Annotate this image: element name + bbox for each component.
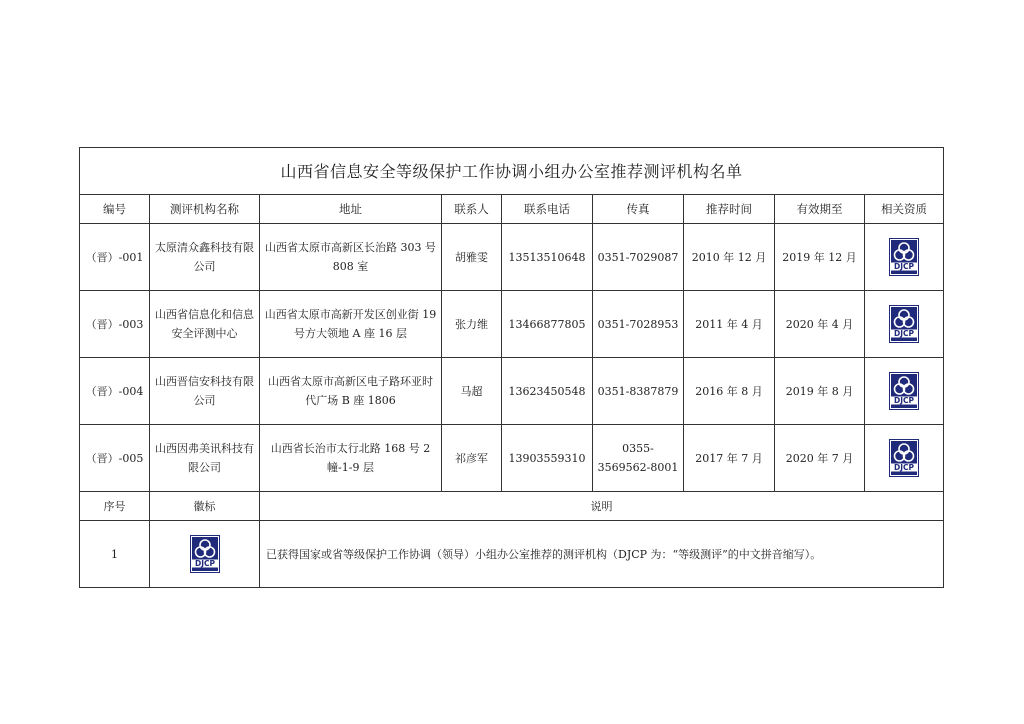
- cell-valid-until: 2019 年 12 月: [775, 224, 865, 291]
- cell-phone: 13903559310: [502, 425, 593, 492]
- cell-qualification: [865, 358, 944, 425]
- cell-address: 山西省太原市高新区长治路 303 号 808 室: [260, 224, 442, 291]
- header-phone: 联系电话: [502, 195, 593, 224]
- djcp-logo-icon: [889, 439, 919, 477]
- legend-header-num: 序号: [80, 492, 150, 521]
- header-fax: 传真: [593, 195, 684, 224]
- djcp-logo-icon: [190, 535, 220, 573]
- legend-header-text: 说明: [260, 492, 944, 521]
- cell-contact: 祁彦军: [442, 425, 502, 492]
- cell-id: （晋）-005: [80, 425, 150, 492]
- cell-fax: 0351-7028953: [593, 291, 684, 358]
- cell-address: 山西省太原市高新开发区创业街 19 号方大领地 A 座 16 层: [260, 291, 442, 358]
- svg-text:DJCP: DJCP: [894, 262, 915, 272]
- cell-valid-until: 2019 年 8 月: [775, 358, 865, 425]
- djcp-logo-icon: [889, 238, 919, 276]
- header-valid-until: 有效期至: [775, 195, 865, 224]
- cell-recommended: 2016 年 8 月: [684, 358, 775, 425]
- table-row: [80, 425, 944, 492]
- agency-table: [79, 147, 944, 588]
- cell-recommended: 2011 年 4 月: [684, 291, 775, 358]
- djcp-logo-icon: [889, 305, 919, 343]
- table-row: [80, 291, 944, 358]
- cell-phone: 13623450548: [502, 358, 593, 425]
- cell-fax: 0351-7029087: [593, 224, 684, 291]
- legend-header-icon: 徽标: [150, 492, 260, 521]
- cell-fax: 0355-3569562-8001: [593, 425, 684, 492]
- cell-contact: 胡雅雯: [442, 224, 502, 291]
- cell-id: （晋）-004: [80, 358, 150, 425]
- document-sheet: [79, 147, 943, 588]
- header-address: 地址: [260, 195, 442, 224]
- cell-id: （晋）-001: [80, 224, 150, 291]
- document-title: 山西省信息安全等级保护工作协调小组办公室推荐测评机构名单: [80, 148, 944, 195]
- cell-qualification: [865, 425, 944, 492]
- header-id: 编号: [80, 195, 150, 224]
- svg-text:DJCP: DJCP: [894, 396, 915, 406]
- header-recommended: 推荐时间: [684, 195, 775, 224]
- header-contact: 联系人: [442, 195, 502, 224]
- legend-text: 已获得国家或省等级保护工作协调（领导）小组办公室推荐的测评机构（DJCP 为：“等级测评”的中文拼音缩写）。: [260, 521, 944, 588]
- cell-fax: 0351-8387879: [593, 358, 684, 425]
- legend-num: 1: [80, 521, 150, 588]
- cell-contact: 张力维: [442, 291, 502, 358]
- cell-valid-until: 2020 年 7 月: [775, 425, 865, 492]
- cell-name: 太原清众鑫科技有限公司: [150, 224, 260, 291]
- cell-phone: 13513510648: [502, 224, 593, 291]
- djcp-logo-icon: [889, 372, 919, 410]
- cell-address: 山西省太原市高新区电子路环亚时代广场 B 座 1806: [260, 358, 442, 425]
- svg-text:DJCP: DJCP: [194, 559, 215, 569]
- header-row: [80, 195, 944, 224]
- cell-address: 山西省长治市太行北路 168 号 2 幢-1-9 层: [260, 425, 442, 492]
- legend-header-row: [80, 492, 944, 521]
- header-qualification: 相关资质: [865, 195, 944, 224]
- svg-text:DJCP: DJCP: [894, 329, 915, 339]
- cell-recommended: 2010 年 12 月: [684, 224, 775, 291]
- cell-valid-until: 2020 年 4 月: [775, 291, 865, 358]
- cell-name: 山西因弗美讯科技有限公司: [150, 425, 260, 492]
- cell-recommended: 2017 年 7 月: [684, 425, 775, 492]
- cell-name: 山西晋信安科技有限公司: [150, 358, 260, 425]
- cell-qualification: [865, 224, 944, 291]
- table-row: [80, 358, 944, 425]
- cell-id: （晋）-003: [80, 291, 150, 358]
- cell-phone: 13466877805: [502, 291, 593, 358]
- title-row: [80, 148, 944, 195]
- cell-qualification: [865, 291, 944, 358]
- legend-row: [80, 521, 944, 588]
- header-name: 测评机构名称: [150, 195, 260, 224]
- svg-text:DJCP: DJCP: [894, 463, 915, 473]
- legend-icon-cell: [150, 521, 260, 588]
- cell-name: 山西省信息化和信息安全评测中心: [150, 291, 260, 358]
- cell-contact: 马超: [442, 358, 502, 425]
- table-row: [80, 224, 944, 291]
